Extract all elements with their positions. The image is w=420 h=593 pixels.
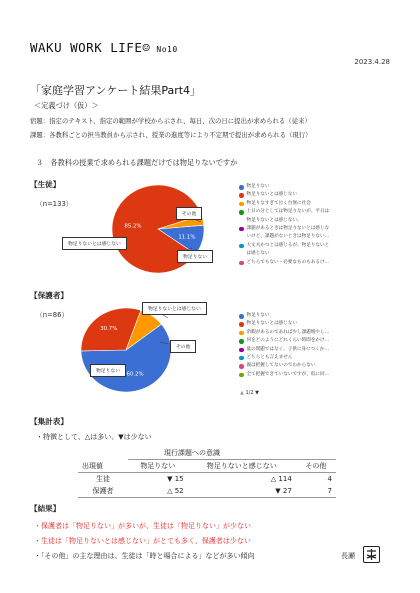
legend-label: どちらとも言えません xyxy=(246,354,293,360)
legend-label: 何をどのようにどれくらい時間をかけ… xyxy=(246,338,330,344)
pie-data-label: 11.1% xyxy=(178,234,196,241)
summary-col-3: その他 xyxy=(305,462,327,470)
legend-label: 親は把握してないのでわからない xyxy=(246,363,316,369)
students-callout-notenough: 物足りない xyxy=(177,250,213,263)
results-heading: 【結果】 xyxy=(30,504,61,513)
cell-other: 4 xyxy=(327,475,332,483)
table-row xyxy=(78,485,336,498)
legend-pager[interactable] xyxy=(240,390,259,396)
row-label: 保護者 xyxy=(92,487,114,495)
students-n: （n=133） xyxy=(36,200,73,208)
legend-swatch xyxy=(239,314,244,319)
legend-item xyxy=(239,371,369,379)
cell-notenough: ▼ 15 xyxy=(167,475,184,483)
legend-item xyxy=(239,346,369,354)
legend-label: 物足りない xyxy=(246,184,270,189)
question-text: ３ 各教科の授業で求められる課題だけでは物足りないですか xyxy=(36,158,238,167)
summary-group-header: 現行課題への意識 xyxy=(128,447,336,460)
table-row xyxy=(78,473,336,486)
legend-label: 大丈夫かつとは感じるが、物足りないと xyxy=(246,242,330,248)
legend-label: 物足りないとは感じない。 xyxy=(246,217,302,223)
pie-data-label: 30.7% xyxy=(100,325,118,332)
legend-label: いけど、課題がないときは物足りない… xyxy=(246,234,330,240)
title-text: WAKU WORK LIFE☺ xyxy=(30,40,151,55)
parents-heading: 【保護者】 xyxy=(30,291,68,300)
parents-callout-enough: 物足りないとは感じない xyxy=(142,302,207,315)
summary-heading: 【集計表】 xyxy=(30,417,68,426)
cell-notenough: △ 52 xyxy=(167,487,184,495)
legend-item xyxy=(239,312,369,320)
definition-homework: 宿題：指定のテキスト、指定の範囲が学校から示され、毎日、次の日に提出が求められる（従来） xyxy=(30,117,311,125)
legend-label: 物足りないとは感じない xyxy=(246,321,298,327)
legend-swatch xyxy=(239,373,244,378)
summary-col-2: 物足りないと感じない xyxy=(206,462,277,470)
legend-label: どちらでもない・必要なものもあるけ… xyxy=(246,259,330,265)
legend-swatch xyxy=(239,348,244,353)
result-line-1: ・保護者は「物足りない」が多いが、生徒は「物足りない」が少ない xyxy=(34,522,251,530)
issue-date: 2023.4.28 xyxy=(354,58,390,66)
legend-label: 物足りなすぎて泣く台無に社会 xyxy=(246,200,311,206)
pie-data-label: 85.2% xyxy=(124,223,142,230)
parents-callout-notenough: 物足りない xyxy=(90,364,126,377)
summary-col-1: 物足りない xyxy=(140,462,176,470)
legend-swatch xyxy=(239,356,244,361)
legend-label: 余暇があるのであれば少し課題増やし… xyxy=(246,329,330,335)
parents-callout-other: その他 xyxy=(170,340,196,353)
cell-other: 7 xyxy=(327,487,332,495)
legend-label: 物足りないとは感じない xyxy=(246,192,298,198)
legend-label: は感じない xyxy=(246,251,270,257)
cell-enough: △ 114 xyxy=(270,475,292,483)
legend-label: 課題があるときは物足りないとは感じな xyxy=(246,225,330,231)
definition-heading: ＜定義づけ（仮）＞ xyxy=(34,101,99,110)
pager-prev-icon[interactable]: ▲ xyxy=(240,390,244,396)
legend-item xyxy=(239,320,369,328)
parents-n: （n=86） xyxy=(36,311,69,319)
definition-assignment: 課題：各教科ごとの担当教員から示され、授業の進度等により不定期で提出が求められる（現行） xyxy=(30,131,312,139)
pager-next-icon[interactable]: ▼ xyxy=(255,390,259,396)
legend-label: 全て把握できていないですが、低に同… xyxy=(246,371,330,377)
legend-swatch xyxy=(239,331,244,336)
legend-item xyxy=(239,354,369,362)
summary-col-0: 出現値 xyxy=(82,461,103,470)
parents-legend xyxy=(239,312,369,379)
result-line-2: ・生徒は「物足りないとは感じない」がとても多く、保護者は少ない xyxy=(34,537,251,545)
pie-data-label: 60.2% xyxy=(126,371,144,378)
row-label: 生徒 xyxy=(96,475,110,483)
result-line-3: ・「その他」の主な理由は、生徒は「時と場合による」などが多い傾向 xyxy=(34,552,255,560)
cell-enough: ▼ 27 xyxy=(275,487,292,495)
legend-item xyxy=(239,362,369,370)
pager-text: 1/2 xyxy=(245,390,254,396)
students-callout-enough: 物足りないとは感じない xyxy=(62,237,127,250)
students-callout-other: その他 xyxy=(176,207,202,220)
summary-table xyxy=(78,447,336,498)
legend-swatch xyxy=(239,339,244,344)
report-title: 「家庭学習アンケート結果Part4」 xyxy=(30,84,202,97)
legend-label: 土日の分としては物足りないが、平日は xyxy=(246,209,330,215)
legend-item xyxy=(239,337,369,345)
summary-note: ・特徴として、△は多い、▼は少ない xyxy=(36,433,152,441)
legend-swatch xyxy=(239,322,244,327)
legend-swatch xyxy=(239,364,244,369)
legend-item xyxy=(239,329,369,337)
seal-stamp-icon xyxy=(363,546,380,563)
legend-label: 物足りない xyxy=(246,313,270,318)
legend-label: 量の問題ではなく、子供に身につくか… xyxy=(246,346,330,352)
students-heading: 【生徒】 xyxy=(30,180,61,189)
issue-number: No10 xyxy=(156,45,178,54)
signature-name: 長瀬 xyxy=(341,552,355,560)
